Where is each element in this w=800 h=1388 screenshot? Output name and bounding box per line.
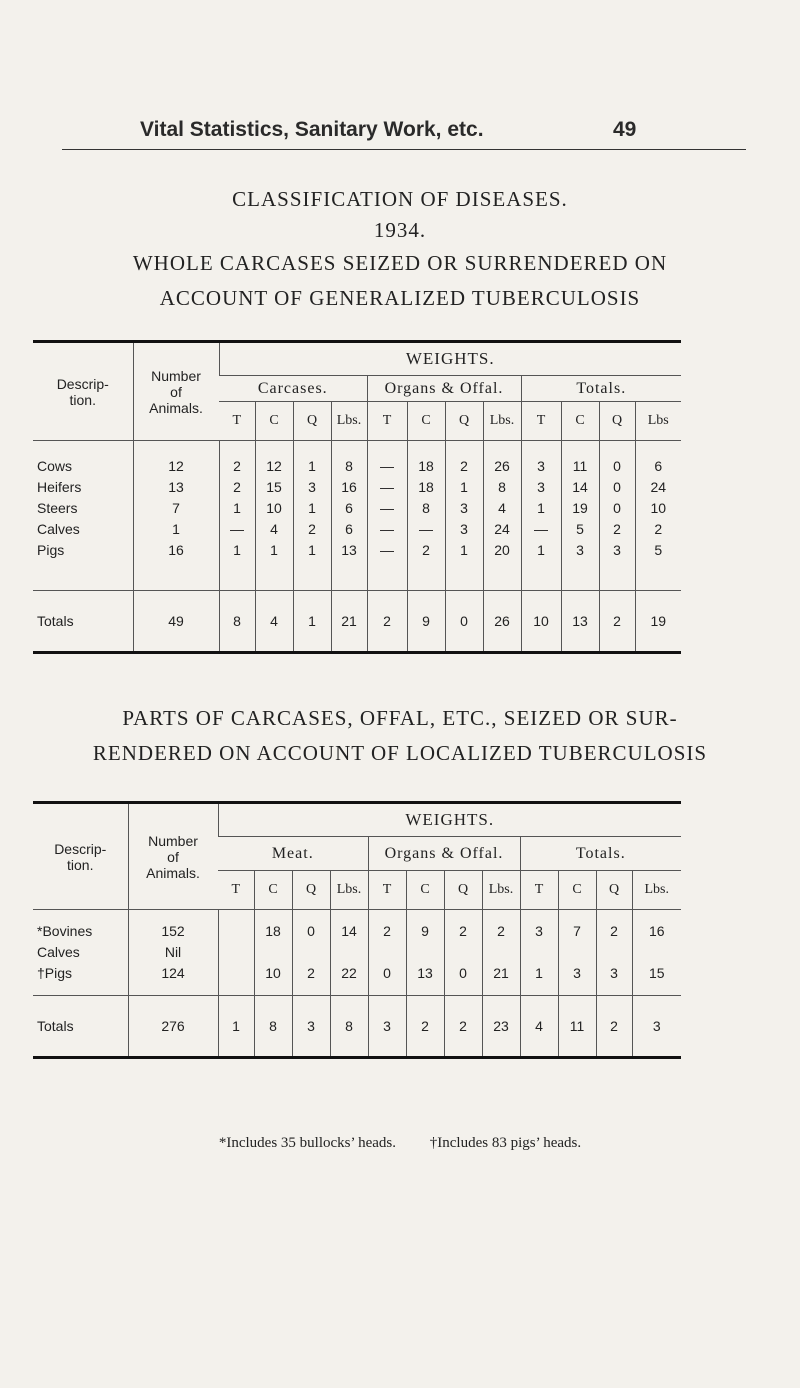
weight-cell: 11	[558, 996, 596, 1058]
weight-cell	[444, 941, 482, 962]
weight-cell: 4	[483, 497, 521, 518]
weight-cell: 8	[331, 441, 367, 477]
weight-cell: 0	[599, 476, 635, 497]
weight-cell: 2	[482, 910, 520, 942]
footnote-pigs: †Includes 83 pigs’ heads.	[429, 1135, 582, 1151]
row-animal-count: 124	[128, 962, 218, 996]
description-header: Descrip- tion.	[56, 375, 109, 408]
subcol-header: Q	[293, 402, 331, 441]
weight-cell: 6	[331, 497, 367, 518]
weight-cell: 1	[521, 497, 561, 518]
page-title: Vital Statistics, Sanitary Work, etc.	[140, 118, 484, 141]
weight-cell: —	[521, 518, 561, 539]
table-row	[33, 518, 681, 539]
weight-cell: 2	[219, 441, 255, 477]
row-animal-count: 49	[133, 591, 219, 653]
weight-cell: 16	[632, 910, 681, 942]
table-row	[33, 941, 681, 962]
weight-cell: 4	[255, 591, 293, 653]
weight-cell	[218, 910, 254, 942]
weight-cell: 2	[599, 518, 635, 539]
subcol-header: C	[406, 871, 444, 910]
generalized-tb-table	[33, 340, 681, 654]
weight-cell: 1	[293, 497, 331, 518]
weight-cell: 20	[483, 539, 521, 591]
number-header: Number of Animals.	[133, 342, 219, 441]
weight-cell: 2	[292, 962, 330, 996]
weight-cell: —	[219, 518, 255, 539]
subcol-header: Q	[292, 871, 330, 910]
subcol-header: T	[520, 871, 558, 910]
weight-cell: 22	[330, 962, 368, 996]
weight-cell	[292, 941, 330, 962]
header-rule	[62, 149, 746, 150]
weight-cell: 1	[255, 539, 293, 591]
subcol-header: C	[254, 871, 292, 910]
weight-cell: 18	[407, 441, 445, 477]
meat-group-header: Meat.	[218, 837, 368, 871]
weight-cell: 2	[599, 591, 635, 653]
weight-cell: 2	[596, 996, 632, 1058]
row-animal-count: 7	[133, 497, 219, 518]
row-description: Cows	[33, 441, 133, 477]
weight-cell: 13	[561, 591, 599, 653]
subcol-header: Lbs.	[331, 402, 367, 441]
subcol-header: Lbs.	[330, 871, 368, 910]
weight-cell: 0	[444, 962, 482, 996]
weight-cell: 3	[445, 497, 483, 518]
weight-cell: —	[407, 518, 445, 539]
weight-cell: 1	[293, 441, 331, 477]
subcol-header: Q	[445, 402, 483, 441]
weight-cell: 7	[558, 910, 596, 942]
weight-cell: 1	[445, 476, 483, 497]
weight-cell: 3	[521, 441, 561, 477]
section1-heading-line2: 1934.	[373, 218, 427, 242]
weight-cell: 3	[632, 996, 681, 1058]
weight-cell: —	[367, 441, 407, 477]
weight-cell: 15	[255, 476, 293, 497]
subcol-header: Lbs.	[632, 871, 681, 910]
number-header: Number of Animals.	[128, 803, 218, 910]
weight-cell: 8	[254, 996, 292, 1058]
weight-cell: 5	[561, 518, 599, 539]
weight-cell: 0	[368, 962, 406, 996]
row-description: Totals	[33, 996, 128, 1058]
weight-cell: 3	[520, 910, 558, 942]
weight-cell: 23	[482, 996, 520, 1058]
weight-cell: 24	[483, 518, 521, 539]
weight-cell	[254, 941, 292, 962]
table-row	[33, 962, 681, 996]
subcol-header: T	[218, 871, 254, 910]
weight-cell: 21	[331, 591, 367, 653]
weight-cell: 1	[520, 962, 558, 996]
weight-cell: 10	[521, 591, 561, 653]
weight-cell: 2	[368, 910, 406, 942]
table-row	[33, 497, 681, 518]
subcol-header: Q	[444, 871, 482, 910]
weight-cell: 8	[483, 476, 521, 497]
subcol-header: Q	[599, 402, 635, 441]
weight-cell: 4	[255, 518, 293, 539]
subcol-header: C	[558, 871, 596, 910]
weight-cell: 8	[330, 996, 368, 1058]
weight-cell: 3	[599, 539, 635, 591]
localized-tb-table	[33, 801, 681, 1059]
weight-cell	[558, 941, 596, 962]
weight-cell: 1	[219, 539, 255, 591]
weight-cell: 12	[255, 441, 293, 477]
subcol-header: T	[521, 402, 561, 441]
section1-heading-line3: WHOLE CARCASES SEIZED OR SURRENDERED ON	[132, 251, 668, 275]
subcol-header: C	[561, 402, 599, 441]
weight-cell: 8	[407, 497, 445, 518]
subcol-header: C	[407, 402, 445, 441]
weight-cell: 5	[635, 539, 681, 591]
section1-heading-line4: ACCOUNT OF GENERALIZED TUBERCULOSIS	[159, 286, 641, 310]
totals-row	[33, 996, 681, 1058]
row-animal-count: 13	[133, 476, 219, 497]
weight-cell: 2	[444, 996, 482, 1058]
row-description: †Pigs	[37, 964, 73, 981]
row-description: *Bovines	[33, 910, 128, 942]
weight-cell: 1	[293, 591, 331, 653]
table-body	[33, 910, 681, 996]
row-animal-count: 152	[128, 910, 218, 942]
organs-offal-group-header: Organs & Offal.	[367, 376, 521, 402]
weight-cell: 3	[293, 476, 331, 497]
table-totals	[33, 996, 681, 1058]
weight-cell	[406, 941, 444, 962]
section2-heading-line2: RENDERED ON ACCOUNT OF LOCALIZED TUBERCULOSIS	[92, 741, 708, 765]
totals-group-header: Totals.	[520, 837, 681, 871]
weight-cell: 18	[254, 910, 292, 942]
subcol-header: Q	[596, 871, 632, 910]
row-description: Pigs	[37, 541, 65, 558]
description-header: Descrip- tion.	[54, 840, 107, 873]
subcol-header: T	[367, 402, 407, 441]
weight-cell: 26	[483, 591, 521, 653]
weight-cell	[596, 941, 632, 962]
weight-cell	[632, 941, 681, 962]
organs-offal-group-header: Organs & Offal.	[368, 837, 520, 871]
weights-header: WEIGHTS.	[218, 803, 681, 837]
weight-cell: 9	[407, 591, 445, 653]
weight-cell: 2	[444, 910, 482, 942]
weight-cell: —	[367, 497, 407, 518]
weight-cell: 16	[331, 476, 367, 497]
weight-cell: 6	[331, 518, 367, 539]
subcol-header: Lbs.	[483, 402, 521, 441]
weight-cell: 1	[219, 497, 255, 518]
weight-cell: 19	[561, 497, 599, 518]
footnotes	[0, 1135, 800, 1152]
weight-cell: 2	[596, 910, 632, 942]
weight-cell: 2	[445, 441, 483, 477]
carcases-group-header: Carcases.	[219, 376, 367, 402]
weights-header: WEIGHTS.	[219, 342, 681, 376]
subcol-header: Lbs.	[482, 871, 520, 910]
weight-cell: 0	[599, 441, 635, 477]
row-description: Heifers	[37, 478, 82, 495]
footnote-bovines: *Includes 35 bullocks’ heads.	[218, 1135, 397, 1151]
section2-heading-line1: PARTS OF CARCASES, OFFAL, ETC., SEIZED OR SUR-	[122, 706, 678, 730]
row-animal-count: 1	[133, 518, 219, 539]
section1-heading-line1: CLASSIFICATION OF DISEASES.	[232, 187, 568, 211]
weight-cell: 9	[406, 910, 444, 942]
weight-cell: —	[367, 539, 407, 591]
weight-cell: 24	[635, 476, 681, 497]
weight-cell: 2	[367, 591, 407, 653]
weight-cell: 2	[219, 476, 255, 497]
page-number: 49	[613, 118, 637, 141]
weight-cell: 3	[596, 962, 632, 996]
weight-cell: 10	[254, 962, 292, 996]
row-description: Calves	[37, 943, 80, 960]
table-totals	[33, 591, 681, 653]
weight-cell: 2	[635, 518, 681, 539]
row-description: Totals	[33, 591, 133, 653]
weight-cell: —	[367, 476, 407, 497]
weight-cell: 18	[407, 476, 445, 497]
subcol-header: T	[219, 402, 255, 441]
weight-cell: 2	[407, 539, 445, 591]
weight-cell: 19	[635, 591, 681, 653]
weight-cell	[218, 941, 254, 962]
weight-cell: 0	[445, 591, 483, 653]
weight-cell: —	[367, 518, 407, 539]
weight-cell: 3	[561, 539, 599, 591]
weight-cell: 6	[635, 441, 681, 477]
table-row	[33, 539, 681, 591]
row-animal-count: 276	[128, 996, 218, 1058]
row-description: Calves	[37, 520, 80, 537]
table-row	[33, 441, 681, 477]
weight-cell	[520, 941, 558, 962]
weight-cell: 1	[218, 996, 254, 1058]
weight-cell: 2	[293, 518, 331, 539]
subcol-header: Lbs	[635, 402, 681, 441]
row-animal-count: 12	[133, 441, 219, 477]
subcol-header: C	[255, 402, 293, 441]
weight-cell: 3	[558, 962, 596, 996]
weight-cell: 0	[599, 497, 635, 518]
weight-cell: 21	[482, 962, 520, 996]
weight-cell: 2	[406, 996, 444, 1058]
weight-cell: 1	[521, 539, 561, 591]
weight-cell: 14	[330, 910, 368, 942]
weight-cell: 8	[219, 591, 255, 653]
weight-cell	[368, 941, 406, 962]
weight-cell: 13	[331, 539, 367, 591]
weight-cell: 11	[561, 441, 599, 477]
weight-cell: 1	[445, 539, 483, 591]
weight-cell: 13	[406, 962, 444, 996]
table-row	[33, 910, 681, 942]
weight-cell: 4	[520, 996, 558, 1058]
weight-cell: 14	[561, 476, 599, 497]
weight-cell: 3	[368, 996, 406, 1058]
row-animal-count: Nil	[128, 941, 218, 962]
weight-cell: 15	[632, 962, 681, 996]
weight-cell	[330, 941, 368, 962]
row-description: Steers	[37, 499, 78, 516]
weight-cell	[482, 941, 520, 962]
weight-cell: 26	[483, 441, 521, 477]
weight-cell: 10	[255, 497, 293, 518]
weight-cell: 1	[293, 539, 331, 591]
totals-group-header: Totals.	[521, 376, 681, 402]
weight-cell: 3	[292, 996, 330, 1058]
totals-row	[33, 591, 681, 653]
table-body	[33, 441, 681, 591]
weight-cell	[218, 962, 254, 996]
weight-cell: 3	[521, 476, 561, 497]
weight-cell: 3	[445, 518, 483, 539]
weight-cell: 10	[635, 497, 681, 518]
subcol-header: T	[368, 871, 406, 910]
row-animal-count: 16	[133, 539, 219, 591]
weight-cell: 0	[292, 910, 330, 942]
table-row	[33, 476, 681, 497]
